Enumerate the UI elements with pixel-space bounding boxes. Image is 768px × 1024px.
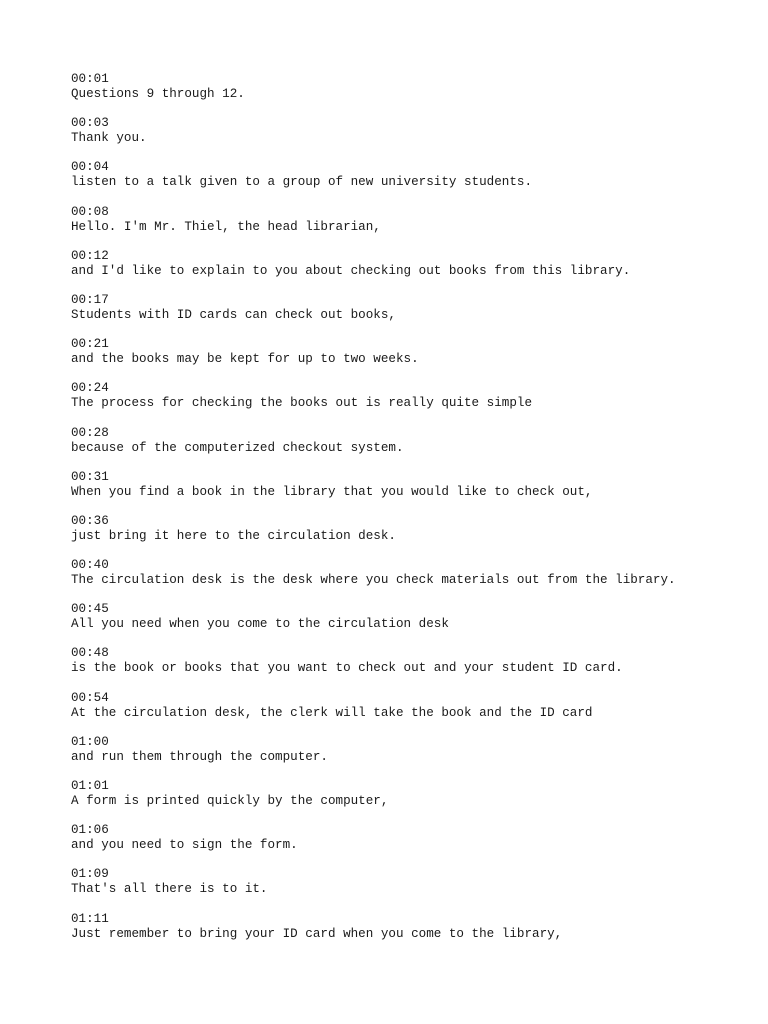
caption-text: and you need to sign the form. xyxy=(71,838,298,853)
transcript-entry xyxy=(71,205,751,235)
caption-text: and I'd like to explain to you about checking out books from this library. xyxy=(71,263,631,278)
caption-text: Questions 9 through 12. xyxy=(71,87,245,101)
caption-text: When you find a book in the library that you would like to check out, xyxy=(71,484,593,499)
transcript-entry xyxy=(71,514,751,544)
transcript-entry xyxy=(71,779,751,809)
timestamp: 01:00 xyxy=(71,734,109,749)
caption-text: The process for checking the books out is really quite simple xyxy=(71,396,533,411)
transcript-entry xyxy=(71,823,751,853)
timestamp: 00:31 xyxy=(71,469,109,484)
caption-text: and the books may be kept for up to two weeks. xyxy=(71,352,419,367)
transcript-entry xyxy=(71,116,751,146)
timestamp: 00:48 xyxy=(71,646,109,661)
timestamp: 01:09 xyxy=(71,867,109,882)
transcript-entry xyxy=(71,381,751,411)
timestamp: 00:40 xyxy=(71,558,109,573)
caption-text: At the circulation desk, the clerk will take the book and the ID card xyxy=(71,705,593,720)
transcript-entry xyxy=(71,249,751,279)
caption-text: listen to a talk given to a group of new university students. xyxy=(71,175,533,190)
caption-text: The circulation desk is the desk where you check materials out from the library. xyxy=(71,573,676,588)
timestamp: 01:11 xyxy=(71,911,109,926)
caption-text: Hello. I'm Mr. Thiel, the head librarian, xyxy=(71,219,381,234)
timestamp: 00:04 xyxy=(71,160,109,175)
caption-text: and run them through the computer. xyxy=(71,749,328,764)
timestamp: 00:03 xyxy=(71,116,109,131)
timestamp: 00:17 xyxy=(71,292,109,307)
transcript-entry xyxy=(71,160,751,190)
timestamp: 00:21 xyxy=(71,337,109,352)
caption-text: A form is printed quickly by the computer, xyxy=(71,794,389,808)
timestamp: 00:08 xyxy=(71,204,109,219)
transcript xyxy=(71,72,751,956)
transcript-entry xyxy=(71,646,751,676)
transcript-entry xyxy=(71,735,751,765)
transcript-entry xyxy=(71,293,751,323)
caption-text: All you need when you come to the circulation desk xyxy=(71,617,449,632)
transcript-entry xyxy=(71,72,751,102)
timestamp: 00:01 xyxy=(71,72,109,86)
caption-text: Just remember to bring your ID card when you come to the library, xyxy=(71,926,563,941)
timestamp: 00:12 xyxy=(71,248,109,263)
caption-text: That's all there is to it. xyxy=(71,882,268,897)
caption-text: is the book or books that you want to check out and your student ID card. xyxy=(71,661,623,676)
timestamp: 01:06 xyxy=(71,823,109,838)
timestamp: 00:45 xyxy=(71,602,109,617)
transcript-entry xyxy=(71,691,751,721)
transcript-entry xyxy=(71,912,751,942)
transcript-entry xyxy=(71,470,751,500)
transcript-entry xyxy=(71,337,751,367)
timestamp: 00:36 xyxy=(71,513,109,528)
transcript-entry xyxy=(71,426,751,456)
timestamp: 00:54 xyxy=(71,690,109,705)
caption-text: just bring it here to the circulation desk. xyxy=(71,528,396,543)
timestamp: 01:01 xyxy=(71,779,109,793)
transcript-entry xyxy=(71,867,751,897)
caption-text: Thank you. xyxy=(71,131,147,146)
caption-text: because of the computerized checkout system. xyxy=(71,440,404,455)
caption-text: Students with ID cards can check out books, xyxy=(71,307,396,322)
transcript-entry xyxy=(71,558,751,588)
transcript-entry xyxy=(71,602,751,632)
timestamp: 00:24 xyxy=(71,381,109,396)
timestamp: 00:28 xyxy=(71,425,109,440)
